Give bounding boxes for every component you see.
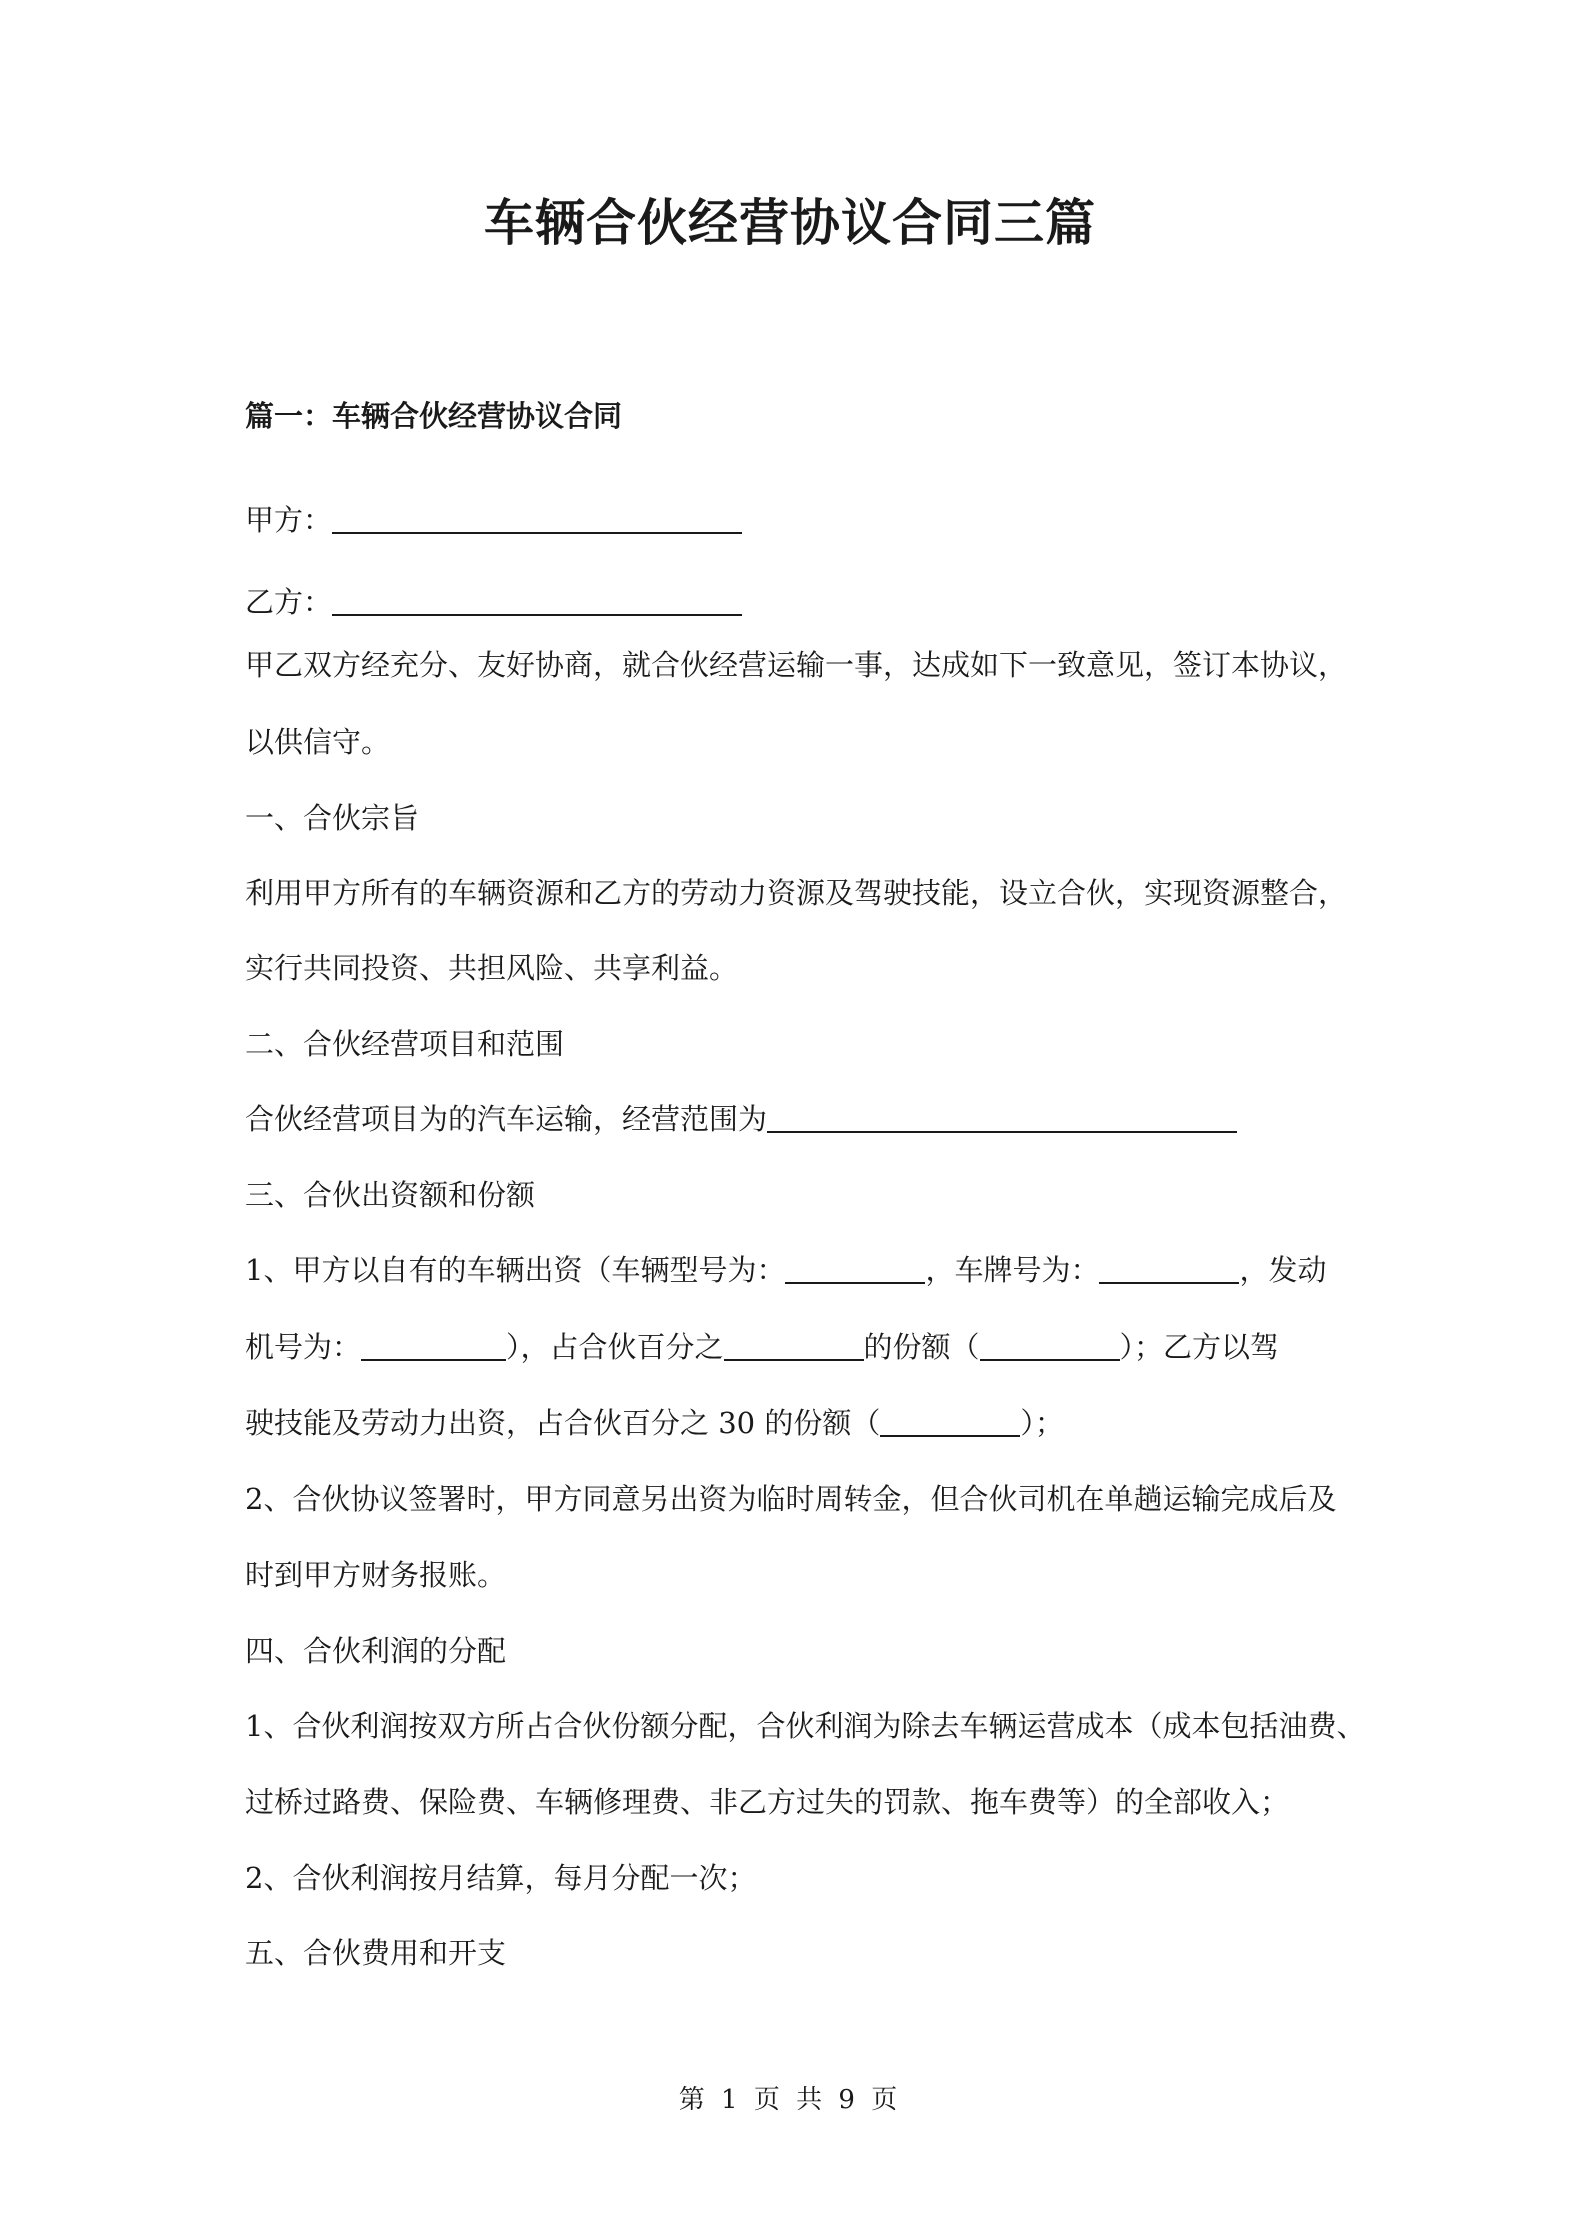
party-a-percent-blank[interactable] [724,1329,864,1361]
plate-number-blank[interactable] [1099,1252,1239,1284]
clause-3-line-3 [245,1403,1365,1443]
engine-number-blank[interactable] [361,1329,506,1361]
clause-4-heading: 四、合伙利润的分配 [245,1634,507,1668]
clause-3-text: 1、甲方以自有的车辆出资（车辆型号为： [245,1253,786,1287]
clause-3-item-2-line-1: 2、合伙协议签署时，甲方同意另出资为临时周转金，但合伙司机在单趟运输完成后及 [245,1482,1337,1516]
clause-2-line [245,1099,1365,1139]
clause-3-line-2 [245,1327,1365,1367]
clause-1-line-2: 实行共同投资、共担风险、共享利益。 [245,951,739,985]
intro-line-2: 以供信守。 [245,725,391,759]
clause-2-heading: 二、合伙经营项目和范围 [245,1027,565,1061]
clause-2-text: 合伙经营项目为的汽车运输，经营范围为 [245,1102,768,1136]
document-title: 车辆合伙经营协议合同三篇 [484,193,1096,252]
clause-3-text: 机号为： [245,1330,362,1364]
section-heading: 篇一：车辆合伙经营协议合同 [245,399,623,433]
clause-3-text: ）；乙方以驾 [1119,1330,1280,1364]
party-b-blank[interactable] [332,584,742,616]
business-scope-blank[interactable] [767,1101,1237,1133]
clause-3-line-1 [245,1250,1365,1290]
clause-3-text: ，发动 [1239,1253,1327,1287]
party-b-line [245,582,1365,622]
clause-3-text: 的份额（ [863,1330,980,1364]
clause-3-text: ，车牌号为： [925,1253,1100,1287]
party-a-blank[interactable] [332,502,742,534]
clause-3-text: 驶技能及劳动力出资，占合伙百分之 30 的份额（ [245,1406,881,1440]
clause-4-item-1-line-2: 过桥过路费、保险费、车辆修理费、非乙方过失的罚款、拖车费等）的全部收入； [245,1785,1290,1819]
clause-4-item-2: 2、合伙利润按月结算，每月分配一次； [245,1861,757,1895]
page-number-footer: 第 1 页 共 9 页 [678,2085,902,2115]
vehicle-model-blank[interactable] [785,1252,925,1284]
intro-line-1: 甲乙双方经充分、友好协商，就合伙经营运输一事，达成如下一致意见，签订本协议， [245,648,1348,682]
clause-4-item-1-line-1: 1、合伙利润按双方所占合伙份额分配，合伙利润为除去车辆运营成本（成本包括油费、 [245,1709,1366,1743]
party-a-label: 甲方： [245,503,333,537]
clause-1-heading: 一、合伙宗旨 [245,801,420,835]
clause-3-item-2-line-2: 时到甲方财务报账。 [245,1558,507,1592]
clause-1-line-1: 利用甲方所有的车辆资源和乙方的劳动力资源及驾驶技能，设立合伙，实现资源整合， [245,876,1348,910]
party-a-share-blank[interactable] [980,1329,1120,1361]
party-b-label: 乙方： [245,585,333,619]
clause-3-text: ），占合伙百分之 [506,1330,724,1364]
clause-3-text: ）； [1020,1406,1064,1440]
clause-3-heading: 三、合伙出资额和份额 [245,1178,536,1212]
party-b-share-blank[interactable] [880,1405,1020,1437]
party-a-line [245,500,1365,540]
clause-5-heading: 五、合伙费用和开支 [245,1936,507,1970]
